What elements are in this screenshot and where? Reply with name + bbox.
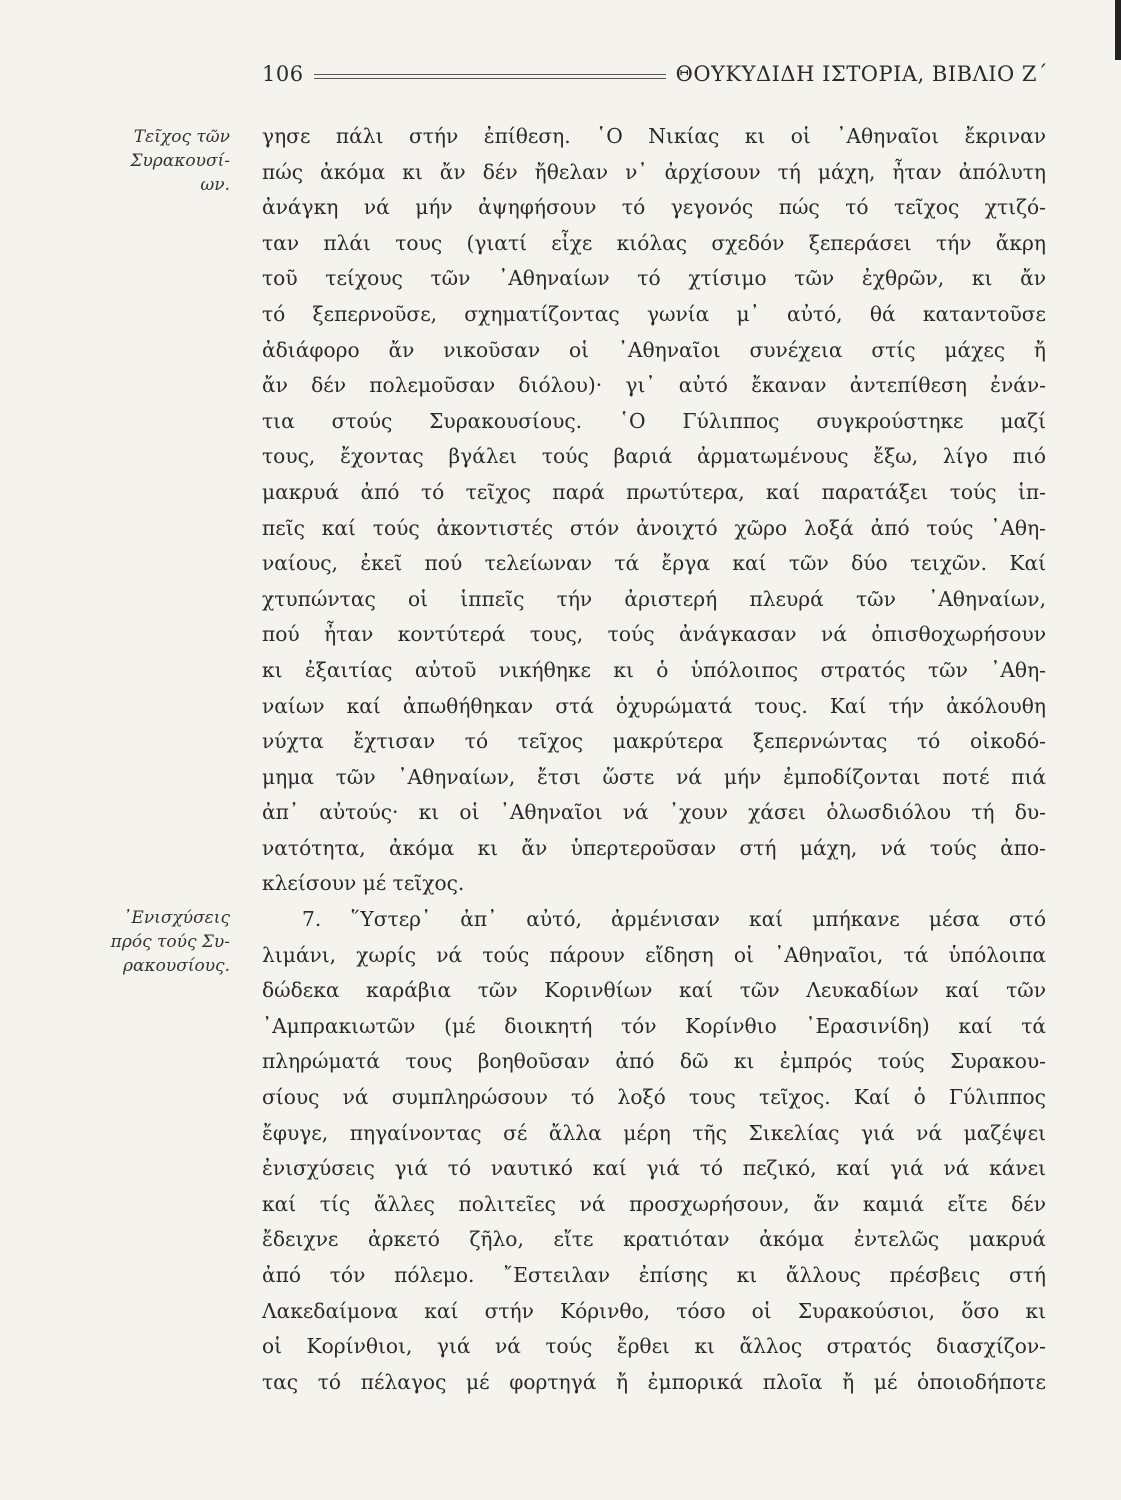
- text-line: δώδεκα καράβια τῶν Κορινθίων καί τῶν Λευκαδίων καί τῶν: [262, 978, 1046, 1003]
- text-line: σίους νά συμπληρώσουν τό λοξό τους τεῖχος. Καί ὁ Γύλιππος: [262, 1085, 1046, 1110]
- margin-note-line: Συρακουσί-: [130, 151, 230, 171]
- text-line: 7. ῞Υστερ᾿ ἀπ᾿ αὐτό, ἀρμένισαν καί μπήκανε μέσα στό: [302, 907, 1046, 932]
- running-header: [262, 62, 1048, 86]
- text-line: ναίων καί ἀπωθήθηκαν στά ὀχυρώματά τους. Καί τήν ἀκόλουθη: [262, 693, 1046, 718]
- text-line: ταν πλάι τους (γιατί εἶχε κιόλας σχεδόν ξεπεράσει τήν ἄκρη: [262, 230, 1046, 255]
- text-line: ἐνισχύσεις γιά τό ναυτικό καί γιά τό πεζικό, καί γιά νά κάνει: [262, 1156, 1046, 1181]
- text-line: τας τό πέλαγος μέ φορτηγά ἤ ἐμπορικά πλοῖα ἤ μέ ὁποιοδήποτε: [262, 1369, 1046, 1394]
- margin-note-line: Τεῖχος τῶν: [133, 127, 230, 147]
- margin-note-wall: [50, 125, 230, 197]
- margin-note-line: ᾿Ενισχύσεις: [122, 908, 230, 928]
- text-line: κι ἐξαιτίας αὐτοῦ νικήθηκε κι ὁ ὑπόλοιπος στρατός τῶν ᾿Αθη-: [262, 657, 1046, 682]
- text-line: πώς ἀκόμα κι ἄν δέν ἤθελαν ν᾿ ἀρχίσουν τή μάχη, ἦταν ἀπόλυτη: [262, 159, 1046, 184]
- text-line: ἀπ᾿ αὐτούς· κι οἱ ᾿Αθηναῖοι νά ᾿χουν χάσει ὁλωσδιόλου τή δυ-: [262, 800, 1046, 825]
- margin-note-reinforcements: [50, 906, 230, 978]
- text-line: ᾿Αμπρακιωτῶν (μέ διοικητή τόν Κορίνθιο ᾿Ερασινίδη) καί τά: [262, 1013, 1046, 1038]
- text-line: ἄν δέν πολεμοῦσαν διόλου)· γι᾿ αὐτό ἔκαναν ἀντεπίθεση ἐνάν-: [262, 373, 1046, 398]
- text-line: τια στούς Συρακουσίους. ῾Ο Γύλιππος συγκρούστηκε μαζί: [262, 408, 1046, 433]
- text-line: ἀπό τόν πόλεμο. ῎Εστειλαν ἐπίσης κι ἄλλους πρέσβεις στή: [262, 1263, 1046, 1287]
- text-line: πληρώματά τους βοηθοῦσαν ἀπό δῶ κι ἐμπρός τούς Συρακου-: [262, 1049, 1046, 1074]
- text-line: μημα τῶν ᾿Αθηναίων, ἔτσι ὥστε νά μήν ἐμποδίζονται ποτέ πιά: [262, 764, 1046, 789]
- text-line: τό ξεπερνοῦσε, σχηματίζοντας γωνία μ᾿ αὐτό, θά καταντοῦσε: [262, 301, 1046, 326]
- text-line: ἔδειχνε ἀρκετό ζῆλο, εἴτε κρατιόταν ἀκόμα ἐντελῶς μακρυά: [262, 1227, 1046, 1252]
- text-line: κλείσουν μέ τεῖχος.: [262, 871, 465, 896]
- text-line: ἀδιάφορο ἄν νικοῦσαν οἱ ᾿Αθηναῖοι συνέχεια στίς μάχες ἤ: [262, 337, 1046, 362]
- text-line: καί τίς ἄλλες πολιτεῖες νά προσχωρήσουν, ἄν καμιά εἴτε δέν: [262, 1191, 1046, 1216]
- margin-note-line: πρός τούς Συ-: [110, 932, 230, 952]
- page-number: 106: [262, 62, 304, 86]
- text-line: τους, ἔχοντας βγάλει τούς βαριά ἀρματωμένους ἔξω, λίγο πιό: [262, 444, 1046, 469]
- text-line: πεῖς καί τούς ἀκοντιστές στόν ἀνοιχτό χῶρο λοξά ἀπό τούς ᾿Αθη-: [262, 515, 1046, 540]
- edge-mark: [1115, 0, 1121, 60]
- text-line: λιμάνι, χωρίς νά τούς πάρουν εἴδηση οἱ ᾿Αθηναῖοι, τά ὑπόλοιπα: [262, 942, 1046, 967]
- text-line: ναίους, ἐκεῖ πού τελείωναν τά ἔργα καί τῶν δύο τειχῶν. Καί: [262, 551, 1046, 576]
- body-text: [262, 119, 1046, 1400]
- header-rule: [314, 74, 666, 79]
- text-line: οἱ Κορίνθιοι, γιά νά τούς ἔρθει κι ἄλλος στρατός διασχίζον-: [262, 1334, 1046, 1359]
- text-line: νύχτα ἔχτισαν τό τεῖχος μακρύτερα ξεπερνώντας τό οἰκοδό-: [262, 729, 1046, 754]
- margin-note-line: ων.: [200, 175, 230, 195]
- text-line: γησε πάλι στήν ἐπίθεση. ῾Ο Νικίας κι οἱ ᾿Αθηναῖοι ἔκριναν: [262, 124, 1046, 148]
- text-line: χτυπώντας οἱ ἱππεῖς τήν ἀριστερή πλευρά τῶν ᾿Αθηναίων,: [262, 586, 1046, 611]
- text-line: ἔφυγε, πηγαίνοντας σέ ἄλλα μέρη τῆς Σικελίας γιά νά μαζέψει: [262, 1120, 1046, 1145]
- text-line: Λακεδαίμονα καί στήν Κόρινθο, τόσο οἱ Συρακούσιοι, ὅσο κι: [262, 1298, 1046, 1323]
- margin-note-line: ρακουσίους.: [123, 956, 230, 976]
- running-title: ΘΟΥΚΥΔΙΔΗ ΙΣΤΟΡΙΑ, ΒΙΒΛΙΟ Ζ΄: [675, 62, 1048, 86]
- text-line: νατότητα, ἀκόμα κι ἄν ὑπερτεροῦσαν στή μάχη, νά τούς ἀπο-: [262, 835, 1046, 860]
- text-line: πού ἦταν κοντύτερά τους, τούς ἀνάγκασαν νά ὀπισθοχωρήσουν: [262, 622, 1046, 647]
- text-line: τοῦ τείχους τῶν ᾿Αθηναίων τό χτίσιμο τῶν ἐχθρῶν, κι ἄν: [262, 266, 1046, 291]
- text-line: ἀνάγκη νά μήν ἀψηφήσουν τό γεγονός πώς τό τεῖχος χτιζό-: [262, 195, 1046, 220]
- text-line: μακρυά ἀπό τό τεῖχος παρά πρωτύτερα, καί παρατάξει τούς ἱπ-: [262, 479, 1046, 504]
